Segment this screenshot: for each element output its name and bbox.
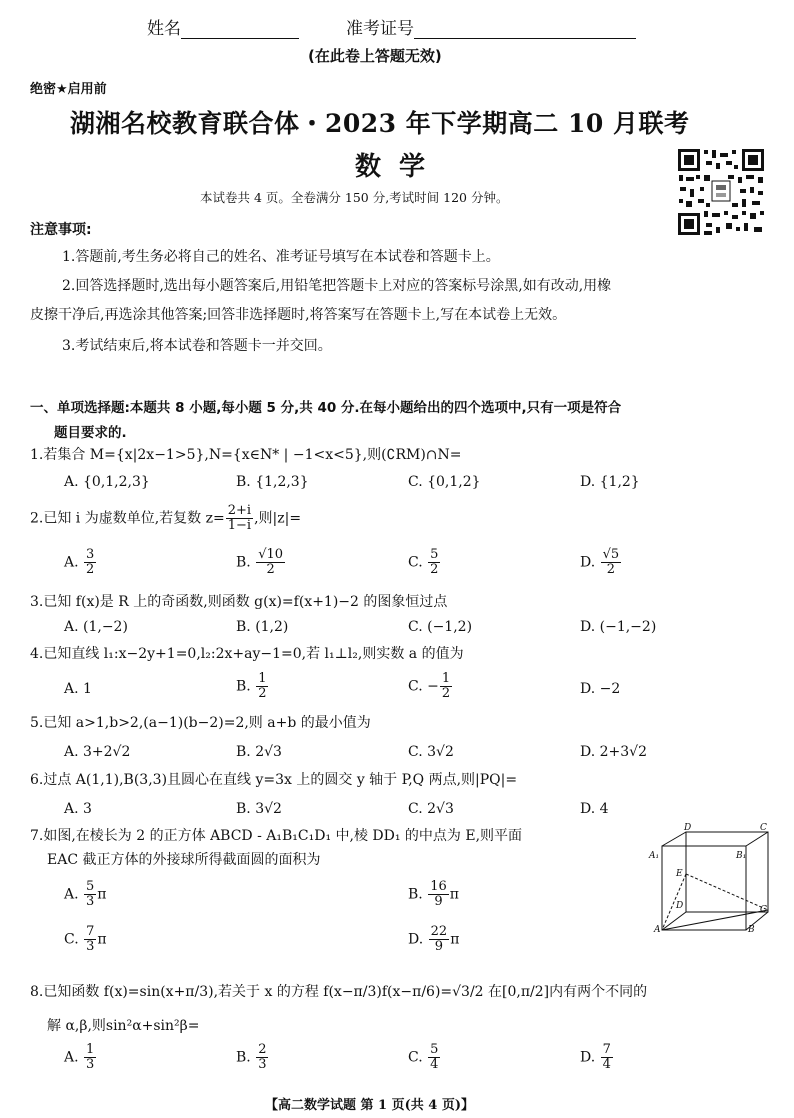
q8-option-b: B. $\frac{2}{3}$ — [236, 1042, 267, 1072]
q5-option-c: C. 3√2 — [408, 744, 454, 760]
secret-mark: 绝密★启用前 — [30, 82, 107, 97]
question-5-stem: 5.已知 a>1,b>2,(a−1)(b−2)=2,则 a+b 的最小值为 — [30, 715, 371, 731]
name-field — [147, 14, 299, 39]
exam-no-blank — [414, 20, 636, 39]
note-item-3: 3.考试结束后,将本试卷和答题卡一并交回。 — [62, 338, 332, 354]
q2-option-b: B. $\frac{√10}{2}$ — [236, 547, 284, 577]
q6-option-b: B. 3√2 — [236, 801, 282, 817]
q5-option-a: A. 3+2√2 — [64, 744, 131, 760]
label-d: D — [676, 901, 684, 911]
q5-option-b: B. 2√3 — [236, 744, 282, 760]
question-2-stem — [30, 504, 301, 533]
q6-option-c: C. 2√3 — [408, 801, 454, 817]
question-8-stem: 8.已知函数 f(x)=sin(x+π/3),若关于 x 的方程 f(x−π/3)f(x−π/6)=√3/2 在[0,π/2]内有两个不同的 — [30, 984, 648, 1000]
name-label: 姓名 — [147, 19, 181, 39]
q3-option-a: A. (1,−2) — [64, 619, 128, 635]
q8-option-c: C. $\frac{5}{4}$ — [408, 1042, 439, 1072]
label-a: A — [654, 925, 661, 934]
q2-fraction — [226, 504, 253, 533]
question-3-stem: 3.已知 f(x)是 R 上的奇函数,则函数 g(x)=f(x+1)−2 的图象恒过点 — [30, 594, 448, 610]
q2-option-c: C. $\frac{5}{2}$ — [408, 547, 439, 577]
q1-option-a: A. {0,1,2,3} — [64, 474, 150, 490]
q3-option-b: B. (1,2) — [236, 619, 289, 635]
invalid-note: (在此卷上答题无效) — [308, 47, 442, 65]
q7-option-d: D. $\frac{22}{9}$ π — [408, 924, 460, 954]
q4-option-a: A. 1 — [64, 681, 92, 697]
question-4-stem: 4.已知直线 l₁:x−2y+1=0,l₂:2x+ay−1=0,若 l₁⊥l₂,则实数 a 的值为 — [30, 646, 464, 662]
label-c-top: C — [760, 823, 767, 833]
subject-title: 数学 — [355, 152, 444, 182]
q3-option-c: C. (−1,2) — [408, 619, 473, 635]
question-7-stem-cont: EAC 截正方体的外接球所得截面圆的面积为 — [47, 852, 321, 868]
question-1-stem: 1.若集合 M={x|2x−1>5},N={x∈N* | −1<x<5},则(∁RM)∩N= — [30, 447, 462, 463]
qr-code-icon — [676, 147, 766, 237]
q7-option-b: B. $\frac{16}{9}$ π — [408, 879, 459, 909]
exam-title: 湖湘名校教育联合体・2023 年下学期高二 10 月联考 — [70, 109, 690, 138]
exam-no-label: 准考证号 — [346, 19, 414, 39]
cube-figure — [648, 822, 772, 934]
exam-info: 本试卷共 4 页。全卷满分 150 分,考试时间 120 分钟。 — [200, 190, 509, 205]
q4-option-c: C. − $\frac{1}{2}$ — [408, 671, 451, 701]
note-item-1: 1.答题前,考生务必将自己的姓名、准考证号填写在本试卷和答题卡上。 — [62, 249, 500, 265]
q1-option-d: D. {1,2} — [580, 474, 640, 490]
q1-option-c: C. {0,1,2} — [408, 474, 481, 490]
notes-heading: 注意事项: — [30, 222, 92, 238]
q8-option-a: A. $\frac{1}{3}$ — [64, 1042, 95, 1072]
page-footer: 【高二数学试题 第 1 页(共 4 页)】 — [265, 1098, 475, 1113]
q2-stem-text: 2.已知 i 为虚数单位,若复数 z= — [30, 510, 225, 527]
question-7-stem: 7.如图,在棱长为 2 的正方体 ABCD - A₁B₁C₁D₁ 中,棱 DD₁ 的中点为 E,则平面 — [30, 828, 523, 844]
section-heading-cont: 题目要求的. — [54, 425, 127, 441]
q2-option-a: A. $\frac{3}{2}$ — [64, 547, 95, 577]
q2-option-d: D. $\frac{√5}{2}$ — [580, 547, 620, 577]
question-6-stem: 6.过点 A(1,1),B(3,3)且圆心在直线 y=3x 上的圆交 y 轴于 P,Q 两点,则|PQ|= — [30, 772, 518, 788]
q2-denominator: 1−i — [227, 518, 252, 533]
q6-option-d: D. 4 — [580, 801, 609, 817]
exam-no-field — [346, 14, 636, 39]
q7-option-c: C. $\frac{7}{3}$ π — [64, 924, 107, 954]
section-heading: 一、单项选择题:本题共 8 小题,每小题 5 分,共 40 分.在每小题给出的四个选项中,只有一项是符合 — [30, 400, 622, 416]
q7-option-a: A. $\frac{5}{3}$ π — [64, 879, 107, 909]
q4-option-b: B. $\frac{1}{2}$ — [236, 671, 267, 701]
label-c: C — [760, 905, 767, 915]
label-d-top: D — [684, 823, 692, 833]
q4-option-d: D. −2 — [580, 681, 621, 697]
q6-option-a: A. 3 — [64, 801, 92, 817]
q8-option-d: D. $\frac{7}{4}$ — [580, 1042, 611, 1072]
label-e: E — [676, 869, 683, 879]
name-blank — [181, 20, 299, 39]
question-8-stem-cont: 解 α,β,则sin²α+sin²β= — [47, 1018, 200, 1034]
q1-option-b: B. {1,2,3} — [236, 474, 309, 490]
q2-numerator: 2+i — [227, 503, 252, 518]
q2-stem-end: ,则|z|= — [254, 510, 302, 527]
label-a1: A₁ — [649, 851, 660, 861]
note-item-2-cont: 皮擦干净后,再选涂其他答案;回答非选择题时,将答案写在答题卡上,写在本试卷上无效。 — [30, 307, 567, 323]
label-b1: B₁ — [736, 851, 747, 861]
label-b: B — [748, 925, 755, 934]
q5-option-d: D. 2+3√2 — [580, 744, 647, 760]
note-item-2: 2.回答选择题时,选出每小题答案后,用铅笔把答题卡上对应的答案标号涂黑,如有改动,用橡 — [62, 278, 612, 294]
q3-option-d: D. (−1,−2) — [580, 619, 657, 635]
